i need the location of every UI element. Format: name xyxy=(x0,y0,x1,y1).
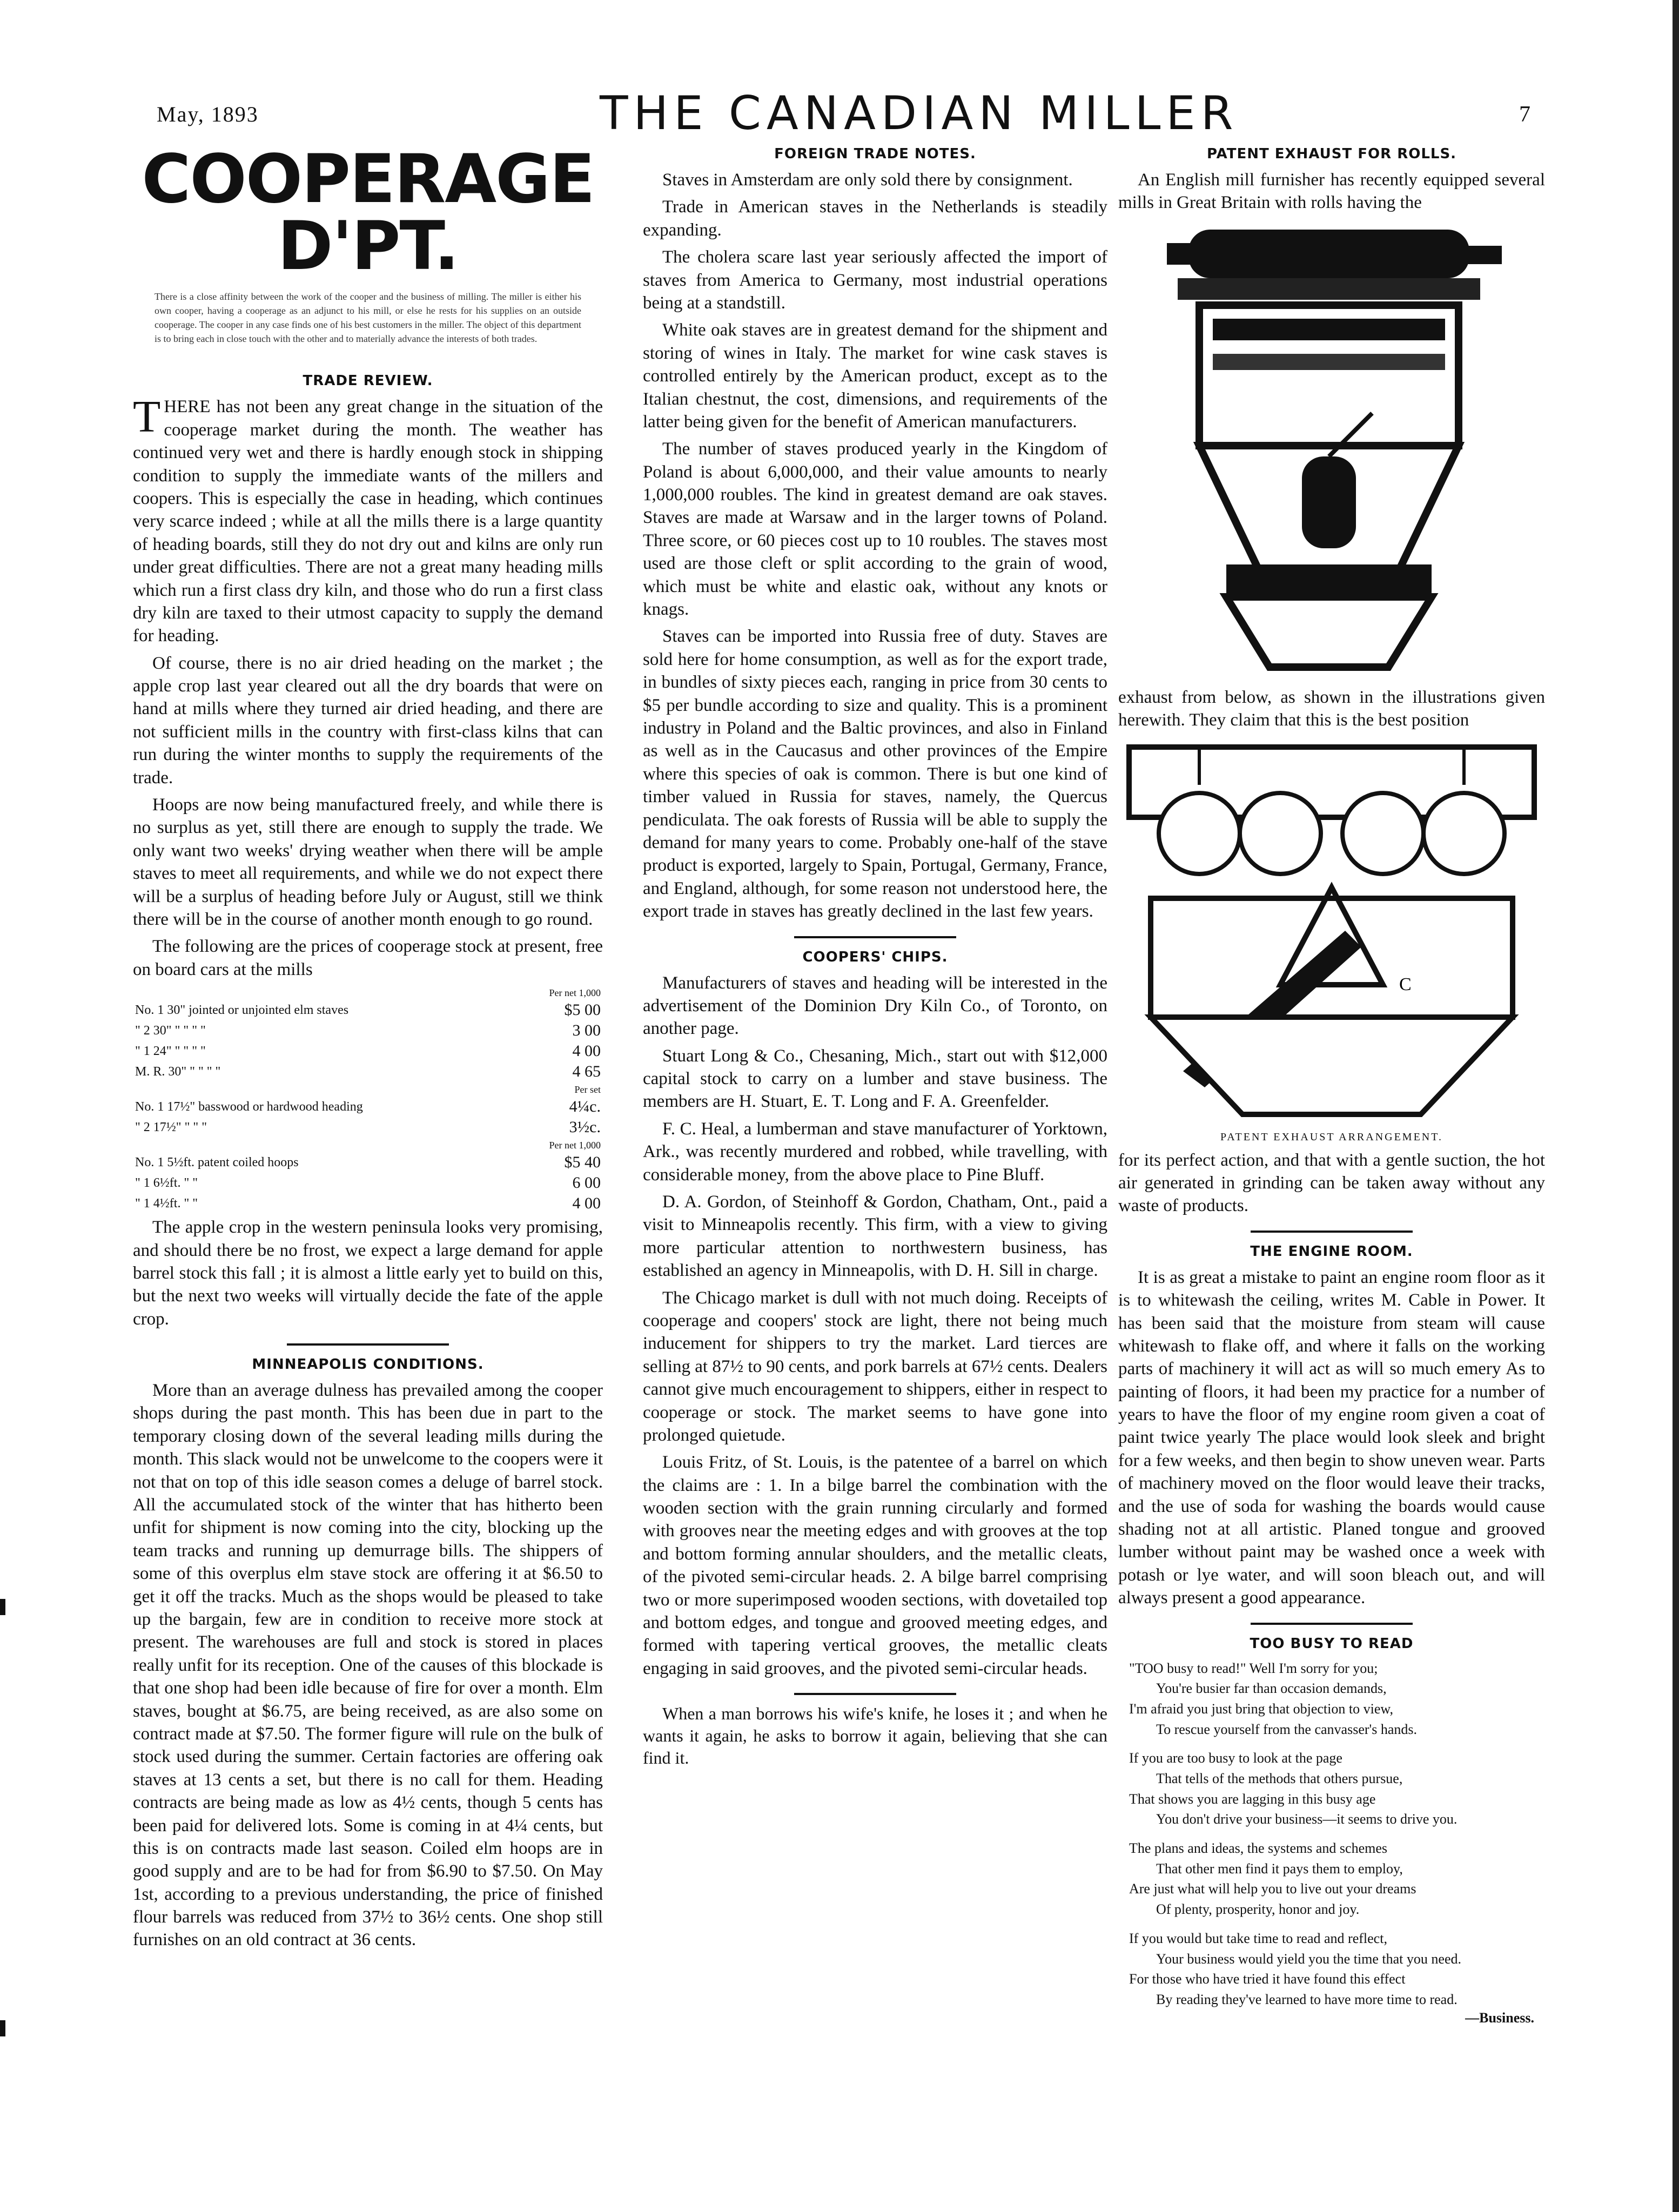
poem-line: That shows you are lagging in this busy age xyxy=(1129,1791,1376,1807)
paragraph: F. C. Heal, a lumberman and stave manufacturer of Yorktown, Ark., was recently murdered and robbed, while travelling, with considerable money, from the above place to Pine Bluff. xyxy=(643,1119,1107,1185)
price-item: " 1 4½ft. " " xyxy=(135,1196,198,1211)
scan-mark xyxy=(0,1599,5,1615)
price-value: Per net 1,000 xyxy=(549,1140,601,1151)
price-row xyxy=(133,1082,603,1097)
price-value: 4¼c. xyxy=(569,1098,601,1116)
department-title: COOPERAGE D'PT. xyxy=(142,140,594,285)
paragraph: Stuart Long & Co., Chesaning, Mich., start out with $12,000 capital stock to carry on a lumber and stave business. The members are H. Stuart, E. T. Long and F. A. Greenfelder. xyxy=(643,1046,1107,1112)
section-divider xyxy=(794,1693,956,1695)
price-row xyxy=(133,1041,603,1061)
price-row xyxy=(133,1097,603,1117)
paragraph: An English mill furnisher has recently equipped several mills in Great Britain with rolls having the xyxy=(1118,170,1545,213)
roll-shaft xyxy=(1453,246,1502,264)
poem-line: You don't drive your business—it seems to drive you. xyxy=(1156,1811,1458,1827)
roll-shaft xyxy=(1167,243,1210,265)
price-item: " 2 30" " " " " xyxy=(135,1023,206,1038)
price-value: Per net 1,000 xyxy=(549,987,601,999)
section-heading-engine-room: THE ENGINE ROOM. xyxy=(1250,1243,1413,1260)
price-row xyxy=(133,1173,603,1193)
poem-line: I'm afraid you just bring that objection to view, xyxy=(1129,1700,1393,1717)
poem xyxy=(1129,1658,1534,2010)
section-heading-minneapolis: MINNEAPOLIS CONDITIONS. xyxy=(252,1356,484,1373)
price-item: No. 1 30" jointed or unjointed elm staves xyxy=(135,1003,349,1017)
poem-line: By reading they've learned to have more time to read. xyxy=(1156,1991,1458,2007)
price-item: " 1 24" " " " " xyxy=(135,1044,206,1058)
column-2 xyxy=(643,146,1107,1769)
price-row xyxy=(133,1152,603,1173)
exhaust-opening xyxy=(1302,456,1356,548)
price-item: " 1 6½ft. " " xyxy=(135,1175,198,1190)
mill-base xyxy=(1226,564,1432,597)
paragraph: Louis Fritz, of St. Louis, is the patentee of a barrel on which the claims are : 1. In a bilge barrel the combination with the wooden section with the grain running circularly and formed with grooves near the meeting edges and with grooves at the top and bottom forming annular shoulders, and the metallic cleats, of the pivoted semi-circular heads. 2. A bilge barrel comprising two or more superimposed wooden sections, with dovetailed top and bottom edges, and tongue and grooved meeting edges, and formed with tapering vertical grooves, the metallic cleats engaging in said grooves, and the pivoted semi-circular heads. xyxy=(643,1453,1107,1678)
price-value: Per set xyxy=(574,1084,601,1095)
department-intro: There is a close affinity between the work of the cooper and the business of milling. The miller is either his own cooper, having a cooperage as an adjunct to his mill, or else he rests for his supplies on an outside cooperage. The cooper in any case finds one of his best customers in the miller. The object of this department is to bring each in close touch with the other and to materially advance the interests of both trades. xyxy=(155,291,581,345)
grinding-roll xyxy=(1423,793,1505,874)
price-row xyxy=(133,1193,603,1214)
price-value: $5 40 xyxy=(564,1153,601,1172)
price-item xyxy=(133,1138,512,1152)
price-value: 4 00 xyxy=(572,1194,601,1213)
poem-line: Are just what will help you to live out your dreams xyxy=(1129,1881,1416,1897)
price-item xyxy=(133,1082,512,1097)
paragraph: Staves in Amsterdam are only sold there by consignment. xyxy=(662,170,1073,190)
page-number: 7 xyxy=(1519,102,1530,127)
section-heading-coopers-chips: COOPERS' CHIPS. xyxy=(802,949,948,965)
price-item: M. R. 30" " " " " xyxy=(135,1064,221,1079)
price-item: " 2 17½" " " " xyxy=(135,1120,207,1134)
paragraph: The Chicago market is dull with not much doing. Receipts of cooperage and coopers' stock are light, there not being much inducement for shippers to try the market. Lard tierces are selling at 87½ to 90 cents, and pork barrels at 67½ cents. Dealers cannot give much encouragement to shippers, either in respect to cooperage or stock. The market seems to have gone into prolonged quietude. xyxy=(643,1288,1107,1445)
poem-line: You're busier far than occasion demands, xyxy=(1156,1680,1387,1697)
mill-outlet xyxy=(1226,597,1432,667)
poem-line: If you are too busy to look at the page xyxy=(1129,1750,1342,1766)
paragraph: White oak staves are in greatest demand for the shipment and storing of wines in Italy. The market for wine cask staves is controlled entirely by the American product, except as to the Italian chestnut, the cost, dimensions, and requirements of the latter being given for the benefit of American manufacturers. xyxy=(643,320,1107,432)
closing-joke: When a man borrows his wife's knife, he loses it ; and when he wants it again, he asks to borrow it again, believing that she can find it. xyxy=(643,1704,1107,1768)
poem-line: That other men find it pays them to employ, xyxy=(1156,1860,1403,1877)
section-heading-patent-exhaust: PATENT EXHAUST FOR ROLLS. xyxy=(1206,146,1457,162)
price-value: 4 00 xyxy=(572,1042,601,1060)
section-heading-too-busy: TOO BUSY TO READ xyxy=(1250,1635,1414,1652)
price-table xyxy=(133,985,603,1214)
roll-cylinder xyxy=(1188,230,1469,278)
paragraph: Of course, there is no air dried heading on the market ; the apple crop last year cleared out all the dry boards that were on hand at mills where they turned air dried heading, and there are not sufficient mills in the country with first-class kilns that can run during the winter months to supply the requirements of the trade. xyxy=(133,653,603,788)
column-3 xyxy=(1118,146,1545,2026)
price-value: 4 65 xyxy=(572,1063,601,1081)
paragraph: The number of staves produced yearly in the Kingdom of Poland is about 6,000,000, and their value amounts to nearly 1,000,000 roubles. The kind in greatest demand are oak staves. Staves are made at Warsaw and in the larger towns of Poland. Three score, or 60 pieces cost up to 10 roubles. The staves most used are those cleft or split according to the grain of wood, which must be white and elastic oak, without any knots or knags. xyxy=(643,439,1107,620)
price-value: 3½c. xyxy=(569,1118,601,1137)
section-divider xyxy=(1251,1623,1413,1625)
drop-cap: T xyxy=(133,392,161,442)
mill-feeder xyxy=(1213,354,1445,370)
paragraph: D. A. Gordon, of Steinhoff & Gordon, Chatham, Ont., paid a visit to Minneapolis recently. This firm, with a view to giving more particular attention to northwestern business, has established an agency in Minneapolis, with D. H. Sill in charge. xyxy=(643,1192,1107,1281)
section-heading-foreign: FOREIGN TRADE NOTES. xyxy=(774,146,976,162)
paragraph: Staves can be imported into Russia free of duty. Staves are sold here for home consumption, as well as for the export trade, in bundles of sixty pieces each, ranging in price from 30 cents to $5 per bundle according to size and quality. This is a prominent industry in Poland and the Baltic provinces, and also in Finland as well as in the Caucasus and other provinces of the Empire where this species of oak is common. There is but one kind of timber valued in Russia for staves, namely, the Quercus pendiculata. The oak forests of Russia will be able to supply the demand for many years to come. Probably one-half of the stave product is exported, largely to Spain, Portugal, Germany, France, and England, although, for some reason not understood here, the export trade in staves has greatly declined in the last few years. xyxy=(643,627,1107,922)
paragraph: Hoops are now being manufactured freely, and while there is no surplus as yet, still there are enough to supply the trade. We only want two weeks' drying weather when there will be ample staves to meet all requirements, and while we do not expect there will be a surplus of heading before July or August, still we think there will be in the course of another month enough to go round. xyxy=(133,795,603,929)
price-row xyxy=(133,1117,603,1138)
grinding-roll xyxy=(1342,793,1423,874)
scan-mark xyxy=(0,2020,5,2036)
price-row xyxy=(133,1138,603,1152)
poem-source: —Business. xyxy=(1465,2009,1534,2026)
section-heading-trade-review: TRADE REVIEW. xyxy=(303,373,433,389)
masthead-title: THE CANADIAN MILLER xyxy=(600,86,1239,140)
paragraph: THERE has not been any great change in the situation of the cooperage market during the month. The weather has continued very wet and there is hardly enough stock in shipping condition to supply the immediate wants of the millers and coopers. This is especially the case in heading, which continues very scarce indeed ; while at all the mills there is a large quantity of heading boards, still they do not dry out and kilns are only run under great difficulties. There are not a great many heading mills which run a first class dry kiln, and those who do run a first class dry kiln are taxed to their utmost capacity to supply the demand for heading. xyxy=(133,392,603,646)
paragraph: More than an average dulness has prevailed among the cooper shops during the past month. This has been due in part to the temporary closing down of the several leading mills during the month. This slack would not be unwelcome to the coopers were it not that on top of this idle season comes a deluge of barrel stock. All the accumulated stock of the winter that has hitherto been unfit for shipment is now coming into the city, blocking up the team tracks and running up demurrage bills. The shippers of some of this overplus elm stave stock are offering it at $6.50 to get it off the tracks. Much as the shops would be pleased to take up the bargain, few are in condition to receive more stock at present. The warehouses are full and stock is stored in places really unfit for its reception. One of the causes of this blockade is that one shop had been idle because of fire for over a month. Elm staves, bought at $6.75, are being received, as are also some on contract made at $7.50. The former figure will rule on the bulk of stock used during the summer. Certain factories are offering oak staves at 13 cents a set, but there is no call for them. Heading contracts are being made as low as 4½ cents, though 5 cents has been paid for delivered lots. Some is coming in at 4¼ cents, but this is on contracts made last season. Coiled elm hoops are in good supply and are to be had for from $6.90 to $7.50. On May 1st, according to a previous understanding, the price of finished flour barrels was reduced from 37½ to 36½ cents. One shop still furnishes on an old contract at 36 cents. xyxy=(133,1381,603,1950)
grinding-roll xyxy=(1240,793,1321,874)
diagram-label: C xyxy=(1399,974,1412,994)
paragraph: exhaust from below, as shown in the illustrations given herewith. They claim that this is the best position xyxy=(1118,687,1545,730)
poem-line: For those who have tried it have found this effect xyxy=(1129,1971,1406,1987)
paragraph: for its perfect action, and that with a gentle suction, the hot air generated in grinding can be taken away without any waste of products. xyxy=(1118,1150,1545,1216)
poem-line: To rescue yourself from the canvasser's hands. xyxy=(1156,1721,1417,1737)
price-item: No. 1 17½" basswood or hardwood heading xyxy=(135,1099,363,1114)
mill-top-frame xyxy=(1178,278,1480,300)
paragraph: Manufacturers of staves and heading will be interested in the advertisement of the Dominion Dry Kiln Co., of Toronto, on another page. xyxy=(643,973,1107,1039)
figure-caption: PATENT EXHAUST ARRANGEMENT. xyxy=(1220,1131,1443,1143)
poem-line: The plans and ideas, the systems and schemes xyxy=(1129,1840,1387,1857)
scan-edge xyxy=(1673,0,1679,2212)
price-value: 6 00 xyxy=(572,1174,601,1192)
price-item xyxy=(133,985,512,1000)
poem-line: "TOO busy to read!" Well I'm sorry for you; xyxy=(1129,1660,1378,1676)
poem-line: If you would but take time to read and reflect, xyxy=(1129,1930,1387,1946)
poem-line: Your business would yield you the time that you need. xyxy=(1156,1951,1461,1967)
section-divider xyxy=(287,1343,449,1346)
price-value: 3 00 xyxy=(572,1021,601,1040)
paragraph: The apple crop in the western peninsula looks very promising, and should there be no frost, we expect a large demand for apple barrel stock this fall ; it is almost a little early yet to build on this, but the next two weeks will virtually decide the fate of the apple crop. xyxy=(133,1218,603,1329)
lower-hopper xyxy=(1151,1017,1513,1114)
section-divider xyxy=(1251,1231,1413,1233)
issue-date: May, 1893 xyxy=(157,102,259,126)
price-row xyxy=(133,1000,603,1020)
mill-feeder xyxy=(1213,319,1445,340)
roll-mill-illustration xyxy=(1118,219,1545,683)
price-value: $5 00 xyxy=(564,1001,601,1019)
price-row xyxy=(133,1020,603,1041)
column-1 xyxy=(133,140,603,1956)
paragraph: It is as great a mistake to paint an engine room floor as it is to whitewash the ceiling, writes M. Cable in Power. It has been said that the moisture from steam will cause whitewash to flake off, and where it falls on the working parts of machinery it will act as will so much emery As to painting of floors, it had been my practice for a number of years to have the floor of my engine room given a coat of paint twice yearly The place would look sleek and bright for a few weeks, and then begin to show uneven wear. Parts of machinery moved on the floor would leave their tracks, and the use of soda for washing the boards would cause shading not at all artistic. Planed tongue and grooved lumber without paint may be washed once a week with potash or lye water, and will soon bleach out, and will always present a good appearance. xyxy=(1118,1267,1545,1608)
price-row xyxy=(133,1061,603,1082)
grinding-roll xyxy=(1159,793,1240,874)
price-row xyxy=(133,985,603,1000)
poem-line: Of plenty, prosperity, honor and joy. xyxy=(1156,1901,1360,1918)
paragraph: Trade in American staves in the Netherlands is steadily expanding. xyxy=(643,197,1107,240)
section-divider xyxy=(794,936,956,938)
paragraph: The following are the prices of cooperage stock at present, free on board cars at the mills xyxy=(133,937,603,979)
exhaust-arrangement-diagram xyxy=(1118,736,1545,1125)
price-item: No. 1 5½ft. patent coiled hoops xyxy=(135,1155,299,1169)
paragraph: The cholera scare last year seriously affected the import of staves from America to Germany, most industrial operations being at a standstill. xyxy=(643,247,1107,313)
poem-line: That tells of the methods that others pursue, xyxy=(1156,1771,1403,1787)
